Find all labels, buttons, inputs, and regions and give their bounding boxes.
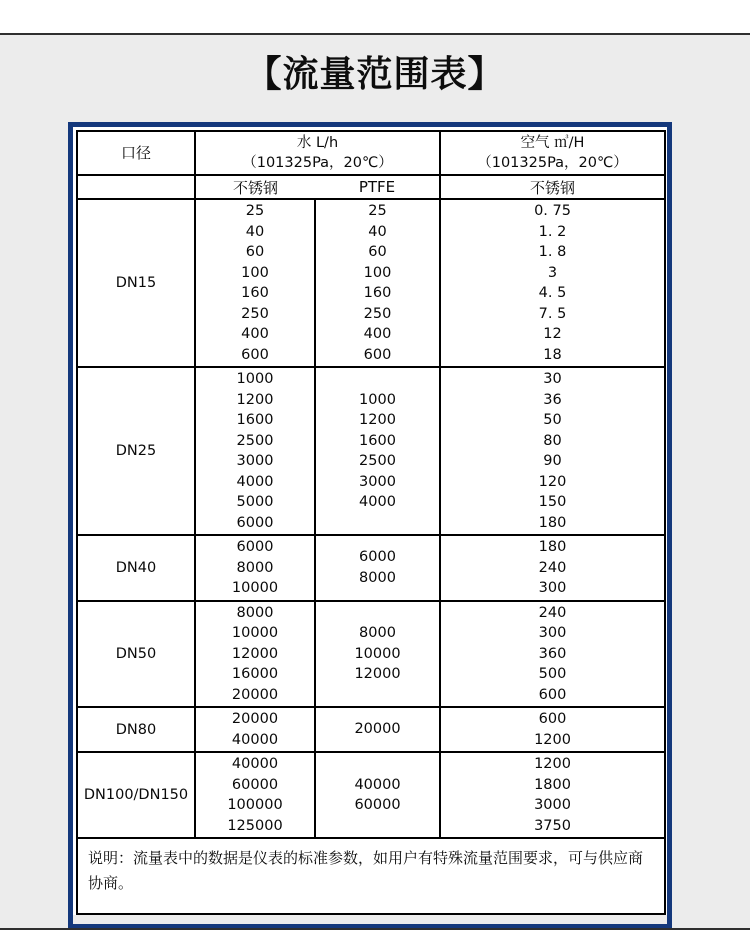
top-white-band [0, 0, 750, 33]
flow-value: 40000 [354, 776, 401, 793]
flow-value: 20000 [231, 711, 279, 727]
flow-value: 6000 [236, 514, 274, 531]
flow-value: 60 [245, 244, 265, 260]
flow-value: 2500 [236, 432, 274, 449]
flow-value: 400 [241, 326, 269, 342]
flow-value: 1200 [534, 731, 571, 748]
flow-value: 40 [245, 223, 265, 240]
flow-value: 600 [538, 686, 567, 703]
flow-value: 100000 [227, 797, 283, 813]
diameter-cell: DN25 [77, 367, 195, 535]
flow-value: 40 [368, 223, 387, 240]
flow-value: 1200 [534, 756, 571, 772]
flow-range-table [76, 130, 666, 915]
flow-value: 7. 5 [538, 305, 567, 322]
flow-value: 1000 [236, 371, 274, 387]
water-ptfe-cell [315, 199, 440, 367]
air-stainless-cell [440, 707, 665, 752]
flow-value: 250 [363, 305, 392, 322]
flow-value: 6000 [236, 539, 274, 555]
water-stainless-cell [195, 535, 315, 601]
flow-value: 240 [538, 559, 567, 576]
flow-value: 4. 5 [538, 285, 567, 301]
air-stainless-cell [440, 535, 665, 601]
flow-value: 80 [543, 432, 562, 449]
flow-value: 4000 [359, 494, 396, 510]
flow-value: 1600 [236, 412, 274, 428]
air-stainless-cell [440, 601, 665, 708]
flow-value: 5000 [236, 494, 274, 510]
water-ptfe-cell [315, 535, 440, 601]
flow-value: 1200 [236, 391, 274, 408]
diameter-cell: DN100/DN150 [77, 752, 195, 838]
flow-value: 1600 [359, 432, 396, 449]
air-stainless-cell [440, 752, 665, 838]
flow-value: 500 [538, 666, 567, 682]
flow-value: 600 [241, 346, 269, 363]
flow-value: 240 [538, 604, 567, 621]
table-row [77, 601, 665, 708]
diameter-cell: DN15 [77, 199, 195, 367]
table-row [77, 535, 665, 601]
flow-value: 10000 [354, 645, 401, 662]
diameter-cell: DN80 [77, 707, 195, 752]
header-water-ss: 不锈钢 [195, 175, 315, 199]
flow-value: 100 [363, 264, 392, 281]
flow-range-table-frame [68, 122, 672, 929]
flow-value: 360 [538, 645, 567, 662]
water-stainless-cell [195, 707, 315, 752]
header-water-ptfe: PTFE [315, 175, 440, 199]
flow-value: 1800 [534, 776, 571, 793]
flow-value: 120 [538, 473, 567, 490]
flow-value: 300 [538, 625, 567, 641]
flow-value: 1. 8 [538, 244, 567, 260]
page-title: 【流量范围表】 [245, 54, 505, 95]
water-stainless-cell [195, 367, 315, 535]
bottom-divider-line [0, 928, 750, 930]
flow-value: 400 [363, 326, 392, 342]
flow-value: 1. 2 [538, 223, 567, 240]
header-air-condition: （101325Pa，20℃） [477, 155, 628, 171]
flow-value: 18 [543, 346, 562, 363]
air-stainless-cell [440, 199, 665, 367]
flow-value: 160 [241, 285, 269, 301]
flow-table-body [77, 199, 665, 838]
flow-value: 600 [538, 711, 567, 727]
flow-value: 2500 [359, 453, 396, 469]
flow-value: 50 [543, 412, 562, 428]
header-air [440, 131, 665, 175]
flow-value: 90 [543, 453, 562, 469]
flow-value: 6000 [359, 549, 396, 566]
flow-value: 12000 [231, 645, 279, 662]
flow-value: 16000 [231, 666, 279, 682]
flow-value: 4000 [236, 473, 274, 490]
flow-value: 3 [547, 264, 558, 281]
flow-value: 30 [543, 371, 562, 387]
water-stainless-cell [195, 199, 315, 367]
flow-value: 25 [245, 203, 265, 219]
water-stainless-cell [195, 601, 315, 708]
flow-value: 600 [363, 346, 392, 363]
flow-value: 125000 [227, 817, 283, 834]
flow-value: 1000 [359, 391, 396, 408]
flow-value: 20000 [354, 721, 401, 738]
flow-value: 8000 [359, 569, 396, 586]
flow-value: 150 [538, 494, 567, 510]
header-air-title: 空气 ㎥/H [520, 134, 585, 151]
content-area [0, 35, 750, 928]
header-diameter: 口径 [77, 131, 195, 175]
flow-value: 8000 [236, 559, 274, 576]
table-bottom-strip [73, 915, 667, 924]
flow-value: 8000 [236, 604, 274, 621]
flow-value: 250 [241, 305, 269, 322]
table-row [77, 199, 665, 367]
bottom-gap [0, 929, 750, 949]
flow-value: 100 [241, 264, 269, 281]
water-ptfe-cell [315, 601, 440, 708]
header-air-ss: 不锈钢 [440, 175, 665, 199]
flow-value: 3750 [534, 817, 571, 834]
flow-value: 60 [368, 244, 387, 260]
note-row [77, 838, 665, 914]
flow-value: 20000 [231, 686, 279, 703]
air-stainless-cell [440, 367, 665, 535]
header-water-title: 水 L/h [296, 134, 339, 151]
water-stainless-cell [195, 752, 315, 838]
flow-value: 12000 [354, 666, 401, 682]
diameter-cell: DN40 [77, 535, 195, 601]
table-note: 说明：流量表中的数据是仪表的标准参数，如用户有特殊流量范围要求，可与供应商协商。 [77, 838, 665, 914]
flow-value: 12 [543, 326, 562, 342]
flow-value: 3000 [534, 797, 571, 813]
flow-value: 8000 [359, 625, 396, 641]
flow-value: 60000 [354, 797, 401, 813]
flow-value: 36 [543, 391, 562, 408]
flow-value: 1200 [359, 412, 396, 428]
flow-value: 180 [538, 539, 567, 555]
flow-value: 40000 [231, 731, 279, 748]
flow-value: 10000 [231, 580, 279, 596]
flow-value: 10000 [231, 625, 279, 641]
flow-value: 160 [363, 285, 392, 301]
diameter-cell: DN50 [77, 601, 195, 708]
flow-value: 3000 [236, 453, 274, 469]
flow-value: 180 [538, 514, 567, 531]
header-water [195, 131, 440, 175]
header-row-materials [77, 175, 665, 199]
table-row [77, 752, 665, 838]
header-empty-cell [77, 175, 195, 199]
flow-value: 25 [368, 203, 387, 219]
header-water-condition: （101325Pa，20℃） [242, 155, 393, 171]
flow-value: 0. 75 [534, 203, 571, 219]
water-ptfe-cell [315, 367, 440, 535]
flow-value: 3000 [359, 473, 396, 490]
water-ptfe-cell [315, 752, 440, 838]
table-row [77, 367, 665, 535]
flow-value: 60000 [231, 776, 279, 793]
header-row-main [77, 131, 665, 175]
water-ptfe-cell [315, 707, 440, 752]
table-row [77, 707, 665, 752]
flow-value: 40000 [231, 756, 279, 772]
flow-value: 300 [538, 580, 567, 596]
